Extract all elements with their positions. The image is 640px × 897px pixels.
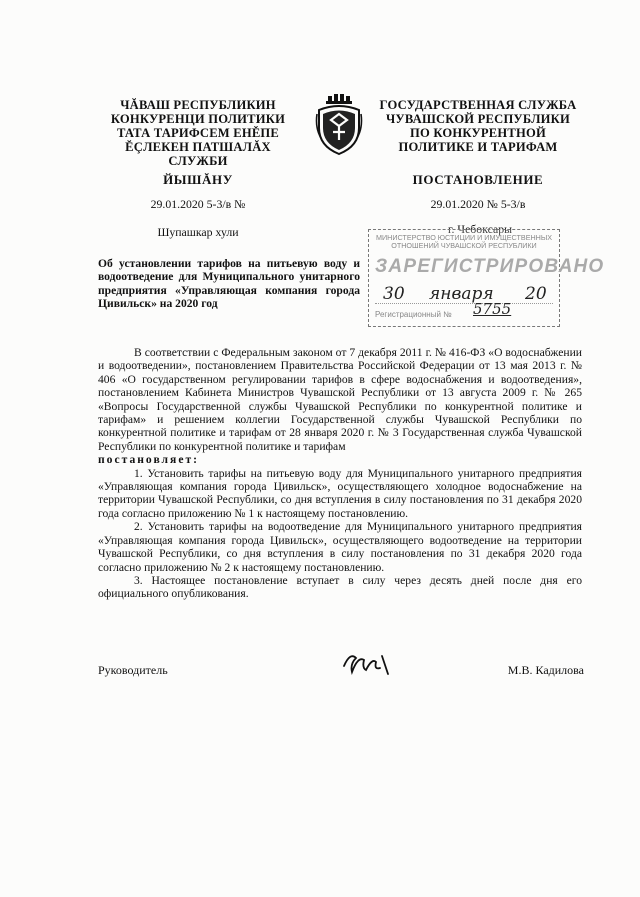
stamp-registered: ЗАРЕГИСТРИРОВАНО	[375, 256, 605, 277]
header-left-line4: ĔÇЛЕКЕН ПАТШАЛĂХ СЛУЖБИ	[125, 140, 271, 168]
date-number-left: 29.01.2020 5-3/в №	[150, 197, 246, 211]
stamp-date-underline	[375, 303, 553, 304]
header-right-line1: ГОСУДАРСТВЕННАЯ СЛУЖБА	[379, 98, 577, 112]
document-body	[98, 346, 582, 601]
item-2: 2. Установить тарифы на водоотведение для Муниципального унитарного предприятия «Управляющая компания города Цивильск», осуществляющего водоотведение на территории Чувашской Республики, со дня вступления в силу постановления по 31 декабря 2020 года согласно приложению № 2 к настоящему постановлению.	[98, 520, 582, 574]
header-left-line2: КОНКУРЕНЦИ ПОЛИТИКИ	[110, 112, 286, 126]
header-right-line3: ПО КОНКУРЕНТНОЙ	[410, 126, 546, 140]
preamble: В соответствии с Федеральным законом от 7 декабря 2011 г. № 416-ФЗ «О водоснабжении и водоотведении», постановлением Правительства Российской Федерации от 13 мая 2013 г. № 406 «О государственном регулировании тарифов в сфере водоснабжения и водоотведения», постановлением Кабинета Министров Чувашской Республики от 13 августа 2009 г. № 265 «Вопросы Государственной службы Чувашской Республики по конкурентной политике и тарифам» и решением коллегии Государственной службы Чувашской Республики по конкурентной политике и тарифам от 28 января 2020 г. № 3 Государственная служба Чувашской Республики по конкурентной политике и тарифам	[98, 346, 582, 453]
stamp-day: 30	[383, 284, 405, 304]
place-right: г. Чебоксары	[448, 222, 513, 236]
header-left-line3: ТАТА ТАРИФСЕМ ЕНĚПЕ	[116, 126, 280, 140]
signature-position: Руководитель	[98, 663, 168, 677]
doc-kind-right: ПОСТАНОВЛЕНИЕ	[412, 172, 544, 187]
registration-stamp	[368, 229, 605, 327]
stamp-line1: МИНИСТЕРСТВО ЮСТИЦИИ И ИМУЩЕСТВЕННЫХ	[375, 233, 553, 242]
header-left	[98, 98, 298, 168]
header-left-line1: ЧĂВАШ РЕСПУБЛИКИН	[120, 98, 276, 112]
header-right	[378, 98, 578, 154]
stamp-reg-number: 5755	[473, 300, 512, 318]
date-number-right: 29.01.2020 № 5-3/в	[430, 197, 526, 211]
header-right-line4: ПОЛИТИКЕ И ТАРИФАМ	[398, 140, 558, 154]
emblem-icon	[315, 94, 363, 156]
item-3: 3. Настоящее постановление вступает в силу через десять дней после дня его официального опубликования.	[98, 573, 582, 601]
handwritten-signature	[340, 646, 396, 680]
stamp-reg-label: Регистрационный №	[375, 310, 452, 319]
document-title: Об установлении тарифов на питьевую воду и водоотведение для Муниципального унитарного предприятия «Управляющая компания города Цивильск» на 2020 год	[98, 257, 360, 310]
place-left: Шупашкар хули	[157, 225, 239, 239]
stamp-year: 20	[525, 284, 547, 304]
header-right-line2: ЧУВАШСКОЙ РЕСПУБЛИКИ	[385, 112, 570, 126]
doc-kind-left: ЙЫШĂНУ	[163, 172, 233, 187]
signature-name: М.В. Кадилова	[507, 663, 584, 677]
stamp-line2: ОТНОШЕНИЙ ЧУВАШСКОЙ РЕСПУБЛИКИ	[391, 241, 537, 250]
resolves-word: постановляет:	[98, 453, 200, 467]
stamp-date	[375, 284, 555, 306]
stamp-month: января	[429, 284, 494, 304]
item-1: 1. Установить тарифы на питьевую воду для Муниципального унитарного предприятия «Управляющая компания города Цивильск», осуществляющего холодное водоснабжение на территории Чувашской Республики, со дня вступления в силу постановления по 31 декабря 2020 года согласно приложению № 1 к настоящему постановлению.	[98, 466, 582, 520]
